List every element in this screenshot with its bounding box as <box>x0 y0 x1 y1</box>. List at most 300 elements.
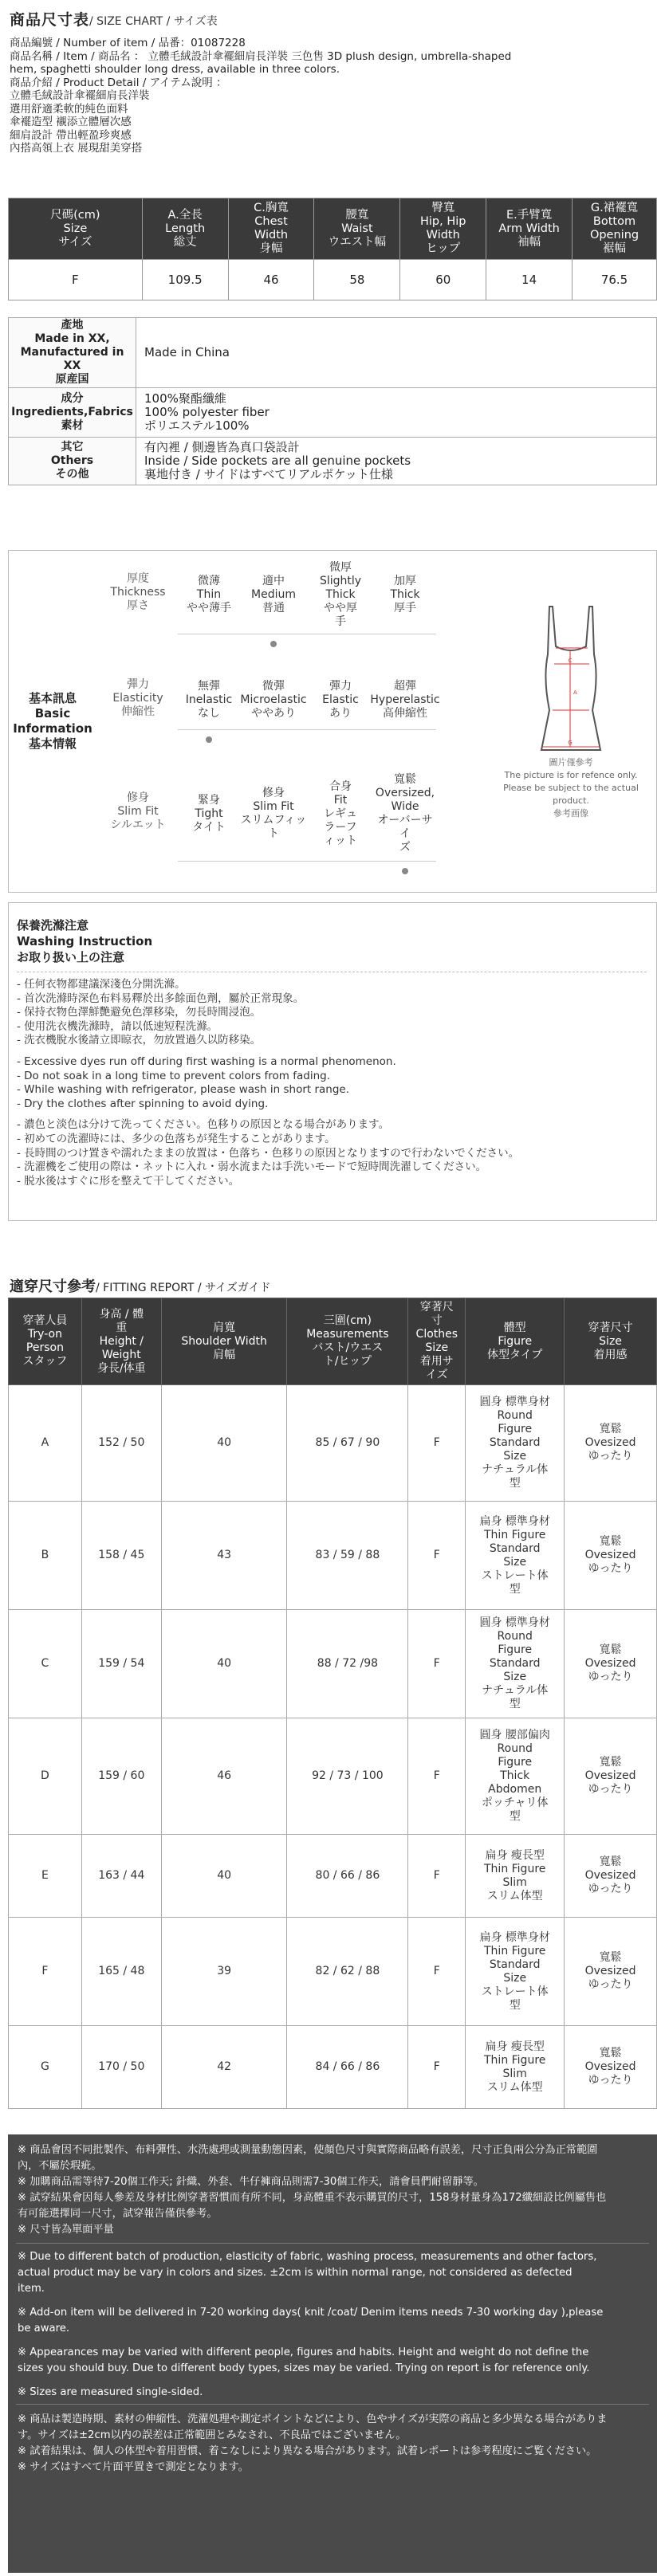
size-header-line: 身幅 <box>259 242 283 255</box>
figure-line: Thin Figure <box>484 1944 546 1958</box>
material-key <box>9 388 136 438</box>
material-value-line: 100%聚酯纖維 <box>144 391 226 406</box>
fit-line: 寬鬆 <box>599 1756 622 1769</box>
svg-text:A: A <box>573 689 577 696</box>
caption-line: 圖片僅參考 <box>549 757 593 768</box>
fit-line: 寬鬆 <box>599 2047 622 2060</box>
fitting-report-table <box>8 1298 657 2109</box>
feel-option-line: 普通 <box>262 601 285 615</box>
fit-header-line: バスト/ウエス <box>312 1341 384 1354</box>
fit-line: 寬鬆 <box>599 1951 622 1964</box>
selected-dot <box>402 868 408 874</box>
fit-header-line: Person <box>26 1341 64 1354</box>
fit-header <box>287 1298 408 1385</box>
washing-line: - 初めての洗濯時には、多少の色落ちが発生することがあります。 <box>17 1132 336 1145</box>
note-line: item. <box>18 2283 45 2295</box>
figure-line: Size <box>503 1671 527 1683</box>
size-header-line: 総丈 <box>173 235 197 249</box>
fit-header-line: ト/ヒップ <box>323 1355 372 1368</box>
feel-option-line: タイト <box>192 820 226 834</box>
size-row <box>9 260 657 300</box>
material-key-line: 成分 <box>61 392 84 405</box>
feel-option-line: Inelastic <box>185 693 233 706</box>
material-value <box>136 388 657 438</box>
feel-row <box>98 551 457 666</box>
feel-option-line: Fit <box>333 793 348 807</box>
size-header-line: E.手臂寬 <box>506 208 553 222</box>
feel-row-label-line: Elasticity <box>112 691 163 705</box>
fit-row <box>9 1502 657 1610</box>
size-header <box>314 198 400 260</box>
material-value-line: Inside / Side pockets are all genuine pockets <box>144 454 411 468</box>
material-key <box>9 438 136 485</box>
feel-option-line: スリムフィット <box>240 814 307 840</box>
fit-row <box>9 1385 657 1502</box>
fit-feel <box>565 1718 657 1835</box>
fit-header <box>161 1298 287 1385</box>
size-header-line: 裾幅 <box>603 242 627 255</box>
feel-option <box>307 767 374 862</box>
feel-option <box>178 556 240 634</box>
clothes-size: F <box>408 1918 466 2026</box>
fit-header-line: Try-on <box>27 1328 62 1341</box>
feel-option-line: ややあり <box>251 707 296 720</box>
fit-line: Ovesized <box>584 1769 636 1782</box>
figure-type <box>466 1718 565 1835</box>
fit-header-line: Size <box>599 1334 622 1348</box>
fit-header-line: Height / <box>99 1334 144 1348</box>
feel-option-line: 厚手 <box>394 601 416 615</box>
washing-line: - 使用洗衣機洗滌時，請以低速短程洗滌。 <box>17 1019 218 1033</box>
feel-option-line: 適中 <box>262 574 285 587</box>
fit-line: ゆったり <box>588 1450 633 1463</box>
basic-info-label-line: 基本訊息 <box>28 691 77 705</box>
fit-line: ゆったり <box>588 1562 633 1575</box>
fit-feel <box>565 2026 657 2109</box>
shoulder-width: 40 <box>161 1385 287 1502</box>
size-value: 76.5 <box>573 260 657 300</box>
size-header-line: ヒップ <box>426 242 461 255</box>
fitting-report-subtitle: / FITTING REPORT / サイズガイド <box>96 1282 271 1294</box>
figure-line: Standard <box>489 1541 541 1555</box>
material-key-line: 原産国 <box>55 373 89 386</box>
measurements: 80 / 66 / 86 <box>287 1835 408 1918</box>
measurements: 85 / 67 / 90 <box>287 1385 408 1502</box>
feel-row-label-line: 伸縮性 <box>121 705 155 718</box>
basic-info-label-line: Basic <box>34 706 71 721</box>
figure-line: 扁身 瘦長型 <box>485 2040 545 2053</box>
figure-type <box>466 1385 565 1502</box>
divider <box>16 2243 649 2244</box>
feel-option-line: 緊身 <box>198 793 220 807</box>
size-header <box>400 198 486 260</box>
fit-feel <box>565 1502 657 1610</box>
figure-line: Standard <box>489 1958 541 1971</box>
feel-row-label-line: 厚度 <box>127 572 149 585</box>
material-value <box>136 318 657 388</box>
page-title: 商品尺寸表/ SIZE CHART / サイズ表 <box>10 11 218 29</box>
note-line: ※ Sizes are measured single-sided. <box>18 2386 203 2398</box>
size-header-line: Width <box>426 229 460 242</box>
size-value: 109.5 <box>142 260 228 300</box>
fit-line: Ovesized <box>584 1965 636 1977</box>
selected-dot <box>206 736 212 743</box>
washing-line: - 長時間のつけ置きや濡れたままの放置は・色落ち・色移りの原因となりますので行わないでください。 <box>17 1146 520 1160</box>
figure-line: Thick <box>500 1769 530 1782</box>
note-line: ※ 尺寸皆為單面平量 <box>18 2224 114 2236</box>
note-line: 內，不屬於瑕疵。 <box>18 2160 102 2172</box>
feel-option-line: ズ <box>399 841 411 854</box>
feel-option <box>240 556 307 634</box>
size-header-line: Arm Width <box>498 222 560 235</box>
material-key-line: 其它 <box>61 441 84 454</box>
figure-line: Size <box>503 1971 527 1985</box>
feel-option-line: 微彈 <box>262 680 285 693</box>
figure-line: Size <box>503 1555 527 1569</box>
note-line: be aware. <box>18 2323 70 2334</box>
size-header-line: Chest <box>254 215 288 228</box>
caption-line: Please be subject to the actual <box>503 783 639 793</box>
feel-row-label-line: 厚さ <box>127 599 149 612</box>
caption-line: 參考画像 <box>553 808 588 819</box>
figure-line: スリム体型 <box>486 2080 543 2094</box>
clothes-size: F <box>408 1385 466 1502</box>
size-header-line: Length <box>165 222 206 235</box>
material-key <box>9 318 136 388</box>
measurements: 84 / 66 / 86 <box>287 2026 408 2109</box>
fit-header-line: スタッフ <box>22 1355 68 1368</box>
fit-header-line: Size <box>425 1341 449 1354</box>
size-header-line: Bottom <box>592 215 636 228</box>
material-value-line: 裏地付き / サイドはすべてリアルポケット仕様 <box>144 467 393 481</box>
clothes-size: F <box>408 1718 466 1835</box>
shoulder-width: 42 <box>161 2026 287 2109</box>
note-line: ※ 試穿結果會因每人參差及身材比例穿著習慣而有所不同，身高體重不表示購買的尺寸，158身材量身為172纖細設比例屬售也 <box>18 2192 607 2204</box>
size-header <box>228 198 314 260</box>
size-value: F <box>9 260 143 300</box>
fit-header <box>466 1298 565 1385</box>
size-header-line: ウエスト幅 <box>328 235 387 249</box>
feel-option-line: やや厚 <box>324 601 357 615</box>
material-key-line: Manufactured in <box>20 346 124 359</box>
fit-line: Ovesized <box>584 1657 636 1670</box>
note-line: ※ 試着結果は、個人の体型や着用習慣、着こなしにより異なる場合があります。試着レポートは参考程度にご覧ください。 <box>18 2445 597 2457</box>
feel-option-line: Slim Fit <box>253 800 294 813</box>
shoulder-width: 46 <box>161 1718 287 1835</box>
fit-feel <box>565 1835 657 1918</box>
material-row <box>9 318 657 388</box>
figure-line: Figure <box>498 1756 533 1769</box>
material-key-line: Others <box>50 454 94 467</box>
washing-line: - While washing with refrigerator, please wash in short range. <box>17 1083 350 1097</box>
figure-line: スリム体型 <box>486 1889 543 1903</box>
washing-line <box>17 1048 519 1055</box>
fit-header-line: 肩幅 <box>213 1348 236 1361</box>
fit-row <box>9 1918 657 2026</box>
figure-line: 型 <box>509 1582 521 1596</box>
feel-option <box>307 671 374 730</box>
figure-type <box>466 1918 565 2026</box>
fit-header-line: Shoulder Width <box>181 1334 267 1348</box>
washing-line: - Dry the clothes after spinning to avoid dying. <box>17 1097 269 1110</box>
washing-line: - 洗衣機脫水後請立即晾衣，勿放置過久以防移染。 <box>17 1034 262 1047</box>
size-header-line: Opening <box>589 229 639 242</box>
fit-feel <box>565 1610 657 1718</box>
feel-row-label-line: 彈力 <box>127 677 149 691</box>
product-info <box>10 37 647 155</box>
note-line: actual product may be vary in colors and sizes. ±2cm is within normal range, not considered as defected <box>18 2267 573 2279</box>
fit-feel <box>565 1918 657 2026</box>
figure-line: Round <box>497 1409 533 1422</box>
size-header <box>573 198 657 260</box>
figure-line: Figure <box>498 1643 533 1656</box>
info-line: 商品介紹 / Product Detail / アイテム說明 ： <box>10 76 227 89</box>
height-weight: 165 / 48 <box>81 1918 161 2026</box>
figure-line: Round <box>497 1630 533 1643</box>
feel-option-line: 超彈 <box>394 680 416 693</box>
basic-info-label <box>9 551 96 892</box>
info-line: 商品編號 / Number of item / 品番：01087228 <box>10 37 246 49</box>
feel-option-line: 彈力 <box>329 680 352 693</box>
figure-line: 扁身 標準身材 <box>479 1514 550 1528</box>
shoulder-width: 40 <box>161 1610 287 1718</box>
fit-header-line: 重 <box>116 1321 128 1334</box>
washing-line: - 濃色と淡色は分けて洗ってください。色移りの原因となる場合があります。 <box>17 1118 390 1132</box>
fit-row <box>9 2026 657 2109</box>
figure-line: Round <box>497 1742 533 1755</box>
size-value: 14 <box>486 260 573 300</box>
feel-row-label <box>98 551 178 634</box>
washing-line: - 首次洗滌時深色布料易釋於出多餘面色劑，屬於正常現象。 <box>17 992 305 1005</box>
note-line: ※ サイズはすべて片面平置きで測定となります。 <box>18 2461 249 2473</box>
fit-line: 寬鬆 <box>599 1535 622 1548</box>
fit-header-line: 體型 <box>503 1321 526 1334</box>
note-line: sizes you should buy. Due to different body types, sizes may be varied. Trying on report is for reference only. <box>18 2362 590 2374</box>
washing-heading-line: お取り扱い上の注意 <box>17 950 125 964</box>
material-value-line: ポリエステル100% <box>144 418 250 433</box>
fitting-report-title: 適穿尺寸參考/ FITTING REPORT / サイズガイド <box>10 1278 271 1295</box>
fit-feel <box>565 1385 657 1502</box>
info-line: 內搭高領上衣 展現甜美穿搭 <box>10 142 143 155</box>
feel-option-line: Elastic <box>322 693 359 706</box>
fit-header-line: 着用サ <box>419 1355 454 1368</box>
try-on-person: F <box>9 1918 82 2026</box>
height-weight: 158 / 45 <box>81 1502 161 1610</box>
measurements: 83 / 59 / 88 <box>287 1502 408 1610</box>
figure-type <box>466 1835 565 1918</box>
washing-line: - 任何衣物都建議深淺色分開洗滌。 <box>17 978 186 991</box>
feel-row-label <box>98 762 178 862</box>
size-header <box>486 198 573 260</box>
washing-instruction-panel <box>8 902 657 1221</box>
feel-option <box>307 556 374 634</box>
feel-option-line: 微厚 <box>329 560 352 574</box>
fit-header-line: 穿著人員 <box>22 1314 68 1327</box>
feel-option-line: 微薄 <box>198 574 220 587</box>
figure-line: ナチュラル体 <box>482 1463 549 1476</box>
material-key-line: XX <box>63 359 81 372</box>
material-row <box>9 388 657 438</box>
figure-line: Size <box>503 1450 527 1463</box>
fit-line: ゆったり <box>588 1783 633 1796</box>
fit-header-line: Measurements <box>306 1328 389 1341</box>
material-key-line: Ingredients,Fabrics <box>11 406 133 418</box>
fit-line: 寬鬆 <box>599 1423 622 1435</box>
try-on-person: B <box>9 1502 82 1610</box>
fit-line: ゆったり <box>588 1883 633 1895</box>
size-header <box>9 198 143 260</box>
info-line: hem, spaghetti shoulder long dress, available in three colors. <box>10 63 340 76</box>
feel-row-label-line: シルエット <box>110 819 166 831</box>
height-weight: 163 / 44 <box>81 1835 161 1918</box>
feel-option-line: Medium <box>251 587 296 601</box>
basic-information-panel <box>8 550 657 893</box>
figure-line: Figure <box>498 1423 533 1435</box>
size-header-line: Hip, Hip <box>419 215 466 228</box>
height-weight: 152 / 50 <box>81 1385 161 1502</box>
clothes-size: F <box>408 1610 466 1718</box>
size-header-line: G.裙襬寬 <box>590 202 639 214</box>
fit-line: Ovesized <box>584 1436 636 1449</box>
basic-info-label-line: Information <box>13 721 92 736</box>
feel-option-line: なし <box>198 707 220 720</box>
fit-row <box>9 1835 657 1918</box>
feel-row-label-line: Slim Fit <box>117 805 159 818</box>
shoulder-width: 39 <box>161 1918 287 2026</box>
feel-option-line: Oversized, <box>375 787 435 799</box>
feel-option-line: 寬鬆 <box>394 773 416 786</box>
size-header <box>142 198 228 260</box>
measurements: 92 / 73 / 100 <box>287 1718 408 1835</box>
size-header-line: 腰寬 <box>345 208 369 222</box>
size-header-line: サイズ <box>58 235 92 249</box>
fit-row <box>9 1718 657 1835</box>
figure-line: 型 <box>509 1698 521 1710</box>
feel-option-line: レギュ <box>324 807 357 820</box>
fit-line: ゆったり <box>588 1671 633 1683</box>
height-weight: 159 / 60 <box>81 1718 161 1835</box>
figure-line: ストレート体 <box>481 1569 549 1582</box>
size-header-line: Width <box>254 229 289 242</box>
figure-line: Thin Figure <box>484 1862 546 1875</box>
washing-line: - 洗濯機をご使用の際は・ネットに入れ・弱水流または手洗いモードで短時間洗濯してください。 <box>17 1160 487 1174</box>
materials-table <box>8 317 657 485</box>
feel-option-line: オーバーサイ <box>377 814 433 840</box>
size-header-line: 袖幅 <box>517 235 541 249</box>
figure-line: 型 <box>509 1477 521 1490</box>
info-line: 傘襬造型 襯添立體層次感 <box>10 116 132 128</box>
selected-dot <box>270 641 277 647</box>
feel-option-line: 加厚 <box>394 574 416 587</box>
fit-header-line: 肩寬 <box>213 1321 236 1334</box>
washing-heading <box>17 917 152 965</box>
shoulder-width: 43 <box>161 1502 287 1610</box>
feel-option-line: あり <box>329 707 352 720</box>
figure-line: Slim <box>502 1875 527 1889</box>
fit-header-line: Clothes <box>415 1328 458 1341</box>
fit-header <box>81 1298 161 1385</box>
page-subtitle: / SIZE CHART / サイズ表 <box>89 15 218 28</box>
feel-option-line: ィット <box>324 834 357 847</box>
size-header-line: 臀寬 <box>431 202 455 214</box>
note-line: ※ Add-on item will be delivered in 7-20 working days( knit /coat/ Denim items needs 7-30 working day ),please <box>18 2307 604 2319</box>
feel-option <box>240 671 307 730</box>
fit-header-line: 体型タイプ <box>487 1348 543 1361</box>
figure-line: Standard <box>489 1436 541 1449</box>
info-line: 選用舒適柔軟的純色面料 <box>10 102 128 116</box>
washing-heading-line: 保養洗滌注意 <box>17 918 89 933</box>
figure-line: Standard <box>489 1657 541 1670</box>
material-value-line: Made in China <box>144 345 230 359</box>
note-line: ※ 商品は製造時期、素材の伸縮性、洗濯処理や測定ポイントなどにより、色やサイズが実際の商品と多少異なる場合がありま <box>18 2413 608 2425</box>
feel-option <box>178 671 240 730</box>
fit-header-line: 着用感 <box>593 1348 628 1361</box>
feel-option-line: Slightly <box>319 574 362 587</box>
feel-option-line: Thin <box>196 587 222 601</box>
notes-panel <box>8 2134 657 2573</box>
fit-row <box>9 1610 657 1718</box>
fit-header-line: Weight <box>101 1348 141 1361</box>
try-on-person: A <box>9 1385 82 1502</box>
info-line: 細肩設計 帶出輕盈珍爽感 <box>10 128 132 142</box>
note-line: す。サイズは±2cm以内の誤差は正常範囲とみなされ、不良品ではございません。 <box>18 2429 407 2441</box>
feel-option <box>374 767 436 862</box>
feel-option-line: やや薄手 <box>187 601 231 615</box>
feel-option-line: ラーフ <box>324 820 357 834</box>
svg-text:C: C <box>568 658 573 664</box>
feel-option-line: 高伸縮性 <box>383 707 427 720</box>
fit-line: Ovesized <box>584 1549 636 1561</box>
figure-line: ポッチャリ体 <box>481 1797 549 1809</box>
note-line: ※ 加購商品需等待7-20個工作天; 針織、外套、牛仔褲商品則需7-30個工作天，請會員們耐留靜等。 <box>18 2176 484 2188</box>
feel-option-line: 合身 <box>329 779 352 793</box>
info-line: 商品名稱 / Item / 商品名 ： 立體毛絨設計傘襬細肩長洋裝 三色售 3D plush design, umbrella-shaped <box>10 49 512 63</box>
fit-line: 寬鬆 <box>599 1643 622 1656</box>
size-value: 58 <box>314 260 400 300</box>
try-on-person: C <box>9 1610 82 1718</box>
clothes-size: F <box>408 1502 466 1610</box>
feel-option <box>178 767 240 862</box>
size-header-line: 尺碼(cm) <box>50 208 100 222</box>
figure-type <box>466 1610 565 1718</box>
washing-line: - Excessive dyes run off during first washing is a normal phenomenon. <box>17 1054 396 1068</box>
try-on-person: E <box>9 1835 82 1918</box>
figure-line: 圓身 標準身材 <box>479 1396 550 1408</box>
clothes-size: F <box>408 2026 466 2109</box>
feel-row <box>98 666 457 762</box>
feel-option-line: 無彈 <box>198 680 220 693</box>
fit-header-line: 穿著尺 <box>419 1301 454 1314</box>
fit-header-line: イズ <box>425 1368 448 1381</box>
washing-line: - 保持衣物色澤鮮艷避免色澤移染，勿長時間浸泡。 <box>17 1006 262 1019</box>
figure-line: Slim <box>502 2067 527 2080</box>
fit-header <box>9 1298 82 1385</box>
feel-option-line: Thick <box>325 587 356 601</box>
feel-row <box>98 762 457 893</box>
size-header-line: Waist <box>341 222 373 235</box>
feel-row-label-line: 修身 <box>127 791 149 804</box>
material-value <box>136 438 657 485</box>
washing-line: - Do not soak in a long time to prevent colors from fading. <box>17 1069 331 1082</box>
fit-header-line: Figure <box>498 1334 533 1348</box>
figure-type <box>466 1502 565 1610</box>
fit-header-line: 穿著尺寸 <box>588 1321 633 1334</box>
measurements: 82 / 62 / 88 <box>287 1918 408 2026</box>
note-line: ※ 商品會因不同批製作、布料彈性、水洗處理或測量動態因素，使顏色尺寸與實際商品略有誤差，尺寸正負兩公分為正常範圍 <box>18 2144 598 2156</box>
feel-option-line: Hyperelastic <box>370 693 440 706</box>
washing-line: - 脱水後はすぐに形を整えて干してください。 <box>17 1174 240 1188</box>
fit-line: Ovesized <box>584 2060 636 2073</box>
